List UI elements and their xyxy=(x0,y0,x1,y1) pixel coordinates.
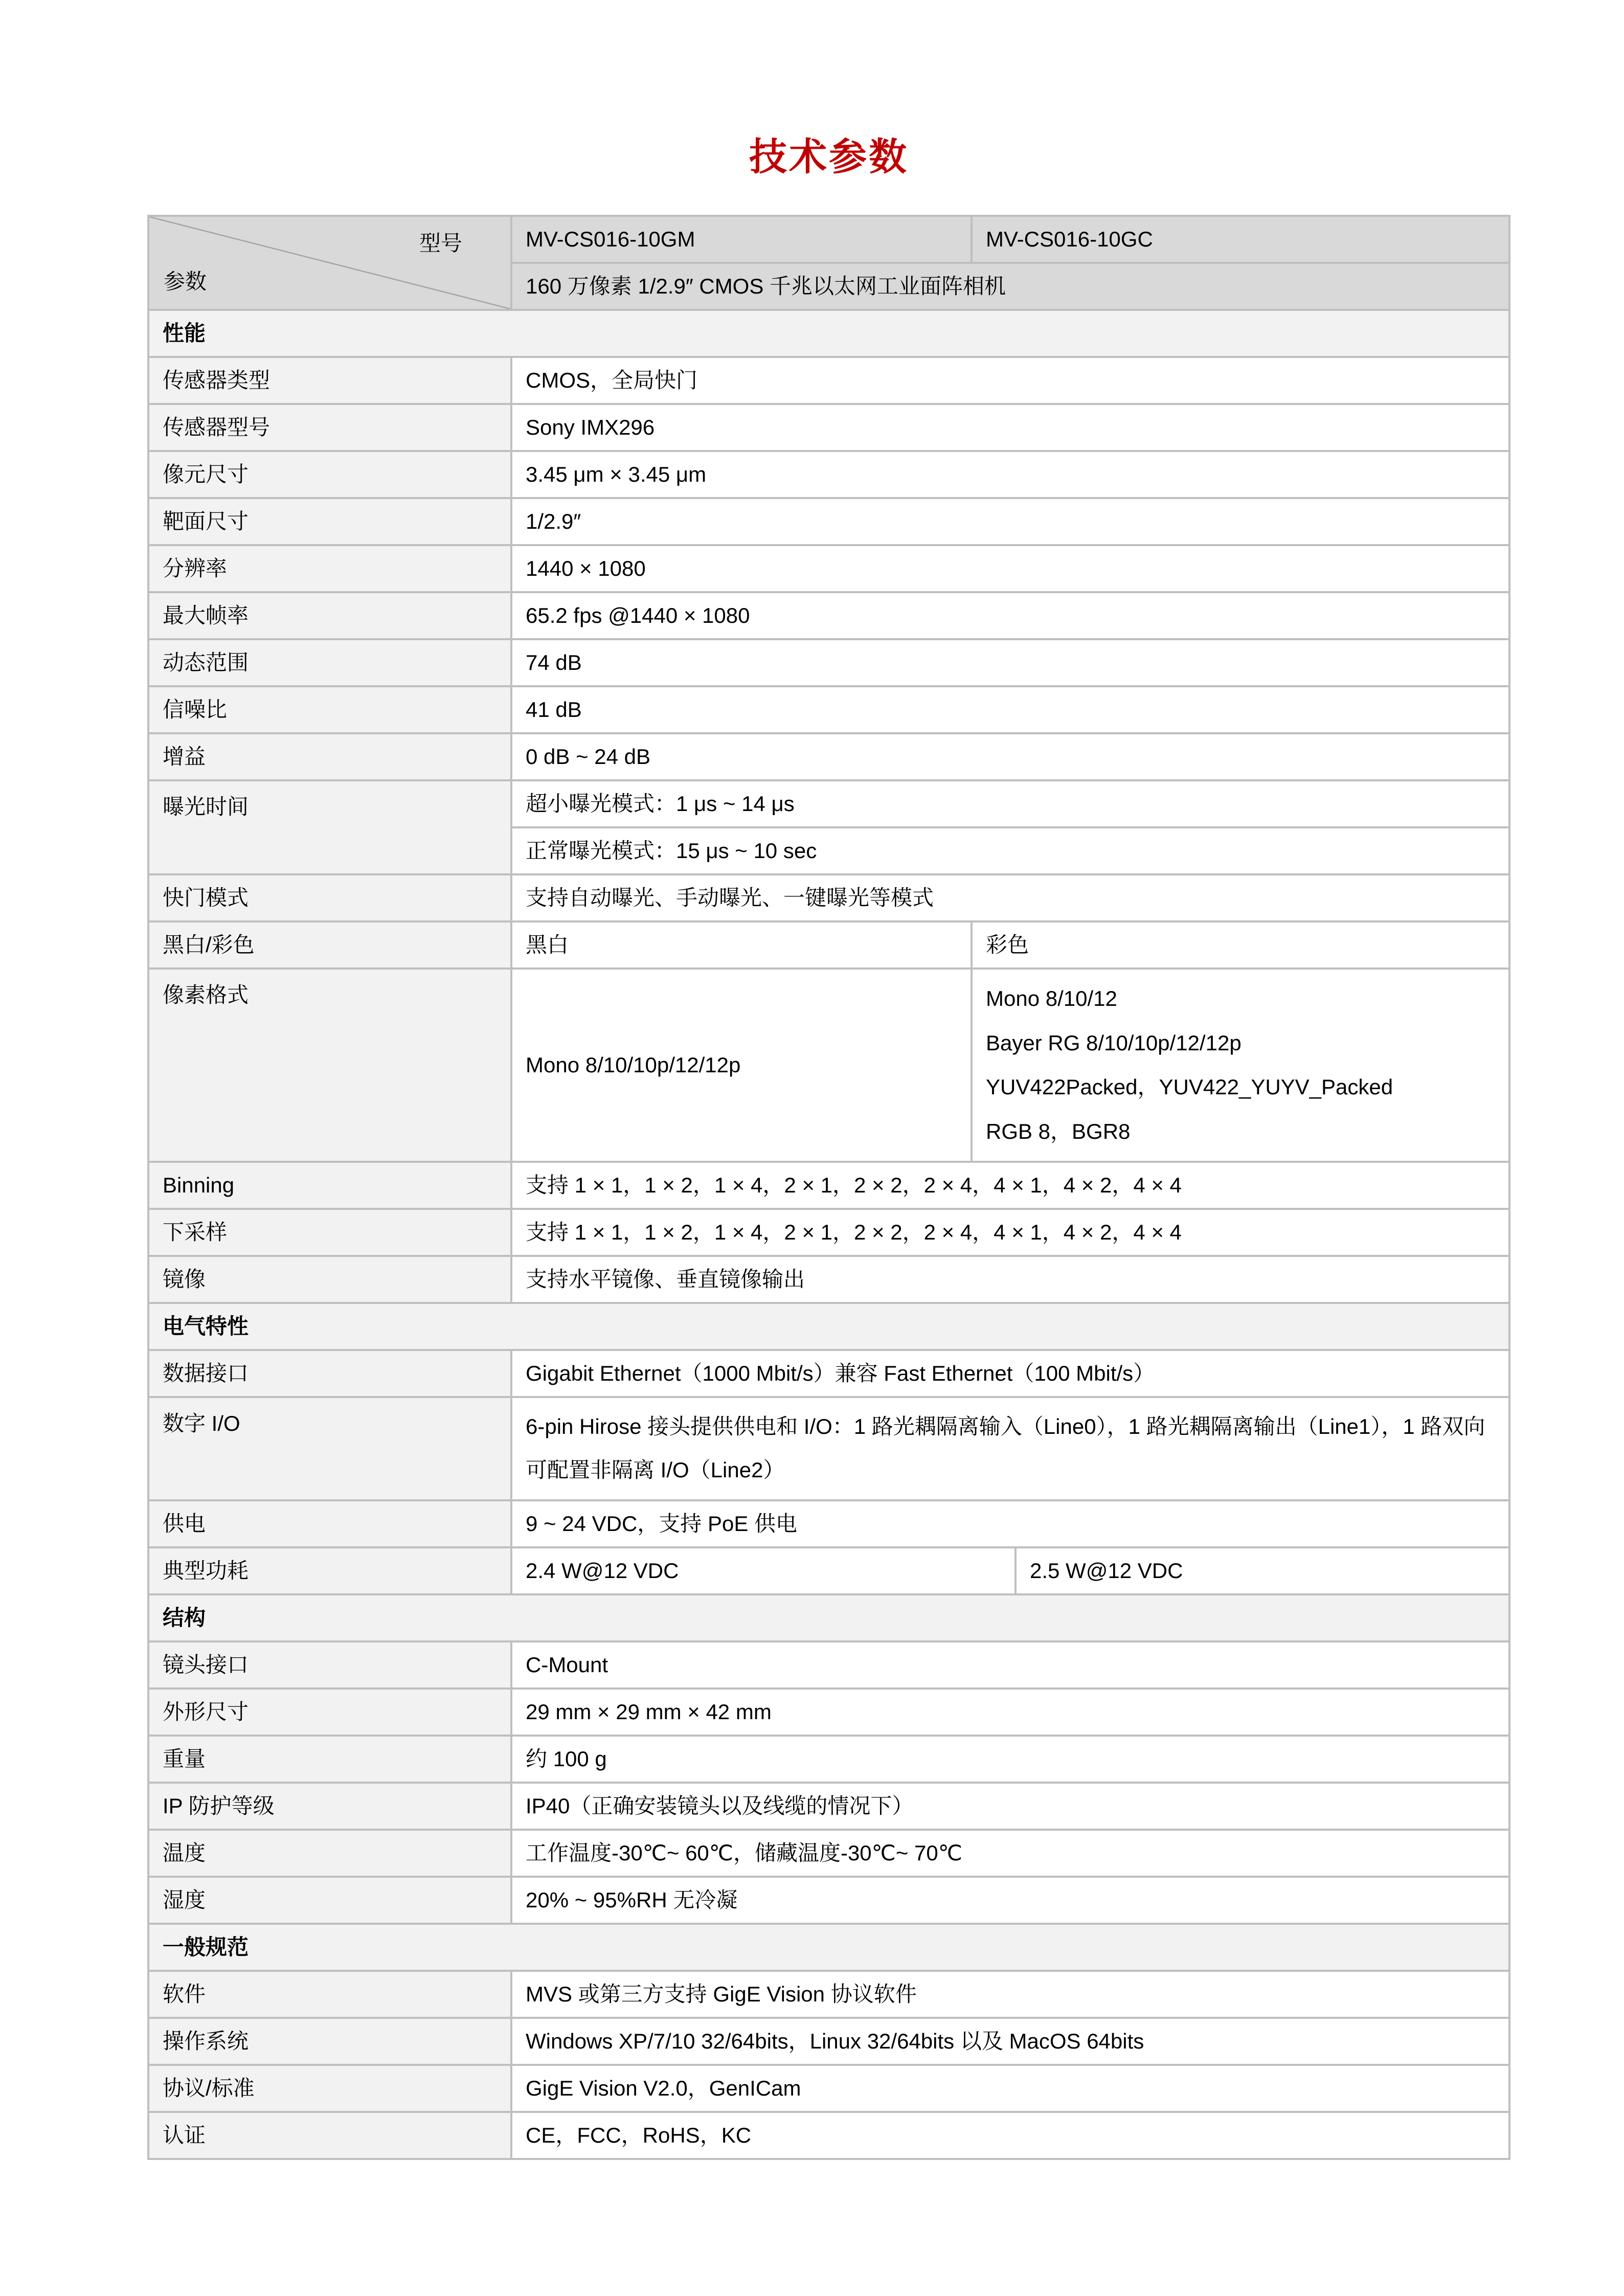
table-row xyxy=(149,546,1508,591)
row-label: 曝光时间 xyxy=(149,781,510,873)
table-row xyxy=(149,499,1508,544)
row-value: 约 100 g xyxy=(512,1737,1508,1782)
pixel-format-line: Bayer RG 8/10/10p/12/12p xyxy=(986,1030,1242,1055)
table-row-pixel-format xyxy=(149,970,1508,1161)
row-value: 6-pin Hirose 接头提供供电和 I/O：1 路光耦隔离输入（Line0），1 路光耦隔离输出（Line1），1 路双向可配置非隔离 I/O（Line2） xyxy=(512,1398,1508,1499)
row-label: 动态范围 xyxy=(149,640,510,685)
table-row xyxy=(149,2019,1508,2064)
table-row xyxy=(149,1642,1508,1687)
table-row-power-consumption xyxy=(149,1548,1508,1593)
row-value: CMOS，全局快门 xyxy=(512,358,1508,403)
row-label: 认证 xyxy=(149,2113,510,2158)
row-label: 数字 I/O xyxy=(149,1398,510,1499)
row-value: 支持 1 × 1，1 × 2，1 × 4，2 × 1，2 × 2，2 × 4，4 × 1，4 × 2，4 × 4 xyxy=(512,1163,1508,1208)
table-row-monocolor xyxy=(149,922,1508,967)
row-label: 重量 xyxy=(149,1737,510,1782)
row-value: 支持 1 × 1，1 × 2，1 × 4，2 × 1，2 × 2，2 × 4，4 × 1，4 × 2，4 × 4 xyxy=(512,1210,1508,1255)
row-label: 最大帧率 xyxy=(149,593,510,638)
row-label: 协议/标准 xyxy=(149,2066,510,2111)
table-row-digital-io xyxy=(149,1398,1508,1499)
table-row xyxy=(149,1737,1508,1782)
table-row xyxy=(149,1831,1508,1876)
row-label: 传感器型号 xyxy=(149,405,510,450)
table-row-exposure xyxy=(149,781,1508,826)
row-label: 镜头接口 xyxy=(149,1642,510,1687)
table-row xyxy=(149,1351,1508,1396)
row-label: 软件 xyxy=(149,1972,510,2017)
row-value: CE，FCC，RoHS，KC xyxy=(512,2113,1508,2158)
model-gm-cell: MV-CS016-10GM xyxy=(512,217,971,262)
row-label: 供电 xyxy=(149,1501,510,1546)
row-value: 20% ~ 95%RH 无冷凝 xyxy=(512,1878,1508,1923)
row-label: 操作系统 xyxy=(149,2019,510,2064)
section-title: 性能 xyxy=(149,311,1508,356)
row-label: 温度 xyxy=(149,1831,510,1876)
row-value-exposure-short: 超小曝光模式：1 μs ~ 14 μs xyxy=(512,781,1508,826)
row-value-exposure-normal: 正常曝光模式：15 μs ~ 10 sec xyxy=(512,828,1508,873)
row-value: 65.2 fps @1440 × 1080 xyxy=(512,593,1508,638)
header-row-models xyxy=(149,217,1508,262)
row-value-color-formats xyxy=(973,970,1508,1161)
row-label: 像素格式 xyxy=(149,970,510,1161)
row-label: 黑白/彩色 xyxy=(149,922,510,967)
row-label: 像元尺寸 xyxy=(149,452,510,497)
table-row xyxy=(149,734,1508,779)
row-value: 支持水平镜像、垂直镜像输出 xyxy=(512,1257,1508,1302)
table-row xyxy=(149,1163,1508,1208)
row-label: 靶面尺寸 xyxy=(149,499,510,544)
row-label: 镜像 xyxy=(149,1257,510,1302)
row-label: 信噪比 xyxy=(149,687,510,732)
table-row xyxy=(149,358,1508,403)
section-title: 结构 xyxy=(149,1595,1508,1640)
corner-cell xyxy=(149,217,510,309)
row-value: Windows XP/7/10 32/64bits，Linux 32/64bits 以及 MacOS 64bits xyxy=(512,2019,1508,2064)
section-header-general xyxy=(149,1925,1508,1970)
row-label: 快门模式 xyxy=(149,875,510,920)
table-row xyxy=(149,2113,1508,2158)
table-row xyxy=(149,640,1508,685)
product-summary: 160 万像素 1/2.9″ CMOS 千兆以太网工业面阵相机 xyxy=(512,264,1508,309)
spec-table xyxy=(147,215,1510,2160)
row-value: 1440 × 1080 xyxy=(512,546,1508,591)
row-value: 29 mm × 29 mm × 42 mm xyxy=(512,1690,1508,1735)
row-value: 0 dB ~ 24 dB xyxy=(512,734,1508,779)
pixel-format-line: Mono 8/10/12 xyxy=(986,986,1117,1010)
section-header-performance xyxy=(149,311,1508,356)
table-row xyxy=(149,1257,1508,1302)
pixel-format-line: YUV422Packed，YUV422_YUYV_Packed xyxy=(986,1075,1393,1099)
row-value: Sony IMX296 xyxy=(512,405,1508,450)
corner-param-label: 参数 xyxy=(164,269,207,294)
table-row xyxy=(149,2066,1508,2111)
row-label: 传感器类型 xyxy=(149,358,510,403)
table-row xyxy=(149,593,1508,638)
row-value-mono: 黑白 xyxy=(512,922,971,967)
table-row xyxy=(149,452,1508,497)
row-value-mono-formats: Mono 8/10/10p/12/12p xyxy=(512,970,971,1161)
row-value: 74 dB xyxy=(512,640,1508,685)
table-row xyxy=(149,1501,1508,1546)
row-label: 典型功耗 xyxy=(149,1548,510,1593)
section-header-electrical xyxy=(149,1304,1508,1349)
table-row xyxy=(149,1690,1508,1735)
table-row xyxy=(149,875,1508,920)
row-value: MVS 或第三方支持 GigE Vision 协议软件 xyxy=(512,1972,1508,2017)
row-label: 增益 xyxy=(149,734,510,779)
row-value: 1/2.9″ xyxy=(512,499,1508,544)
row-value: C-Mount xyxy=(512,1642,1508,1687)
page-title: 技术参数 xyxy=(749,136,909,178)
table-row xyxy=(149,1210,1508,1255)
row-label: Binning xyxy=(149,1163,510,1208)
row-label: 外形尺寸 xyxy=(149,1690,510,1735)
row-label: 下采样 xyxy=(149,1210,510,1255)
row-value: 41 dB xyxy=(512,687,1508,732)
section-title: 电气特性 xyxy=(149,1304,1508,1349)
row-value: IP40（正确安装镜头以及线缆的情况下） xyxy=(512,1784,1508,1829)
row-value-gc: 2.5 W@12 VDC xyxy=(1017,1548,1508,1593)
row-value-color: 彩色 xyxy=(973,922,1508,967)
row-value-gm: 2.4 W@12 VDC xyxy=(512,1548,1014,1593)
row-value: 支持自动曝光、手动曝光、一键曝光等模式 xyxy=(512,875,1508,920)
pixel-format-line: RGB 8，BGR8 xyxy=(986,1119,1131,1143)
row-value: Gigabit Ethernet（1000 Mbit/s）兼容 Fast Ethernet（100 Mbit/s） xyxy=(512,1351,1508,1396)
row-value: GigE Vision V2.0，GenICam xyxy=(512,2066,1508,2111)
section-header-structure xyxy=(149,1595,1508,1640)
row-label: 数据接口 xyxy=(149,1351,510,1396)
row-label: 分辨率 xyxy=(149,546,510,591)
corner-model-label: 型号 xyxy=(419,231,462,255)
table-row xyxy=(149,687,1508,732)
table-row xyxy=(149,1972,1508,2017)
row-value: 9 ~ 24 VDC，支持 PoE 供电 xyxy=(512,1501,1508,1546)
row-label: IP 防护等级 xyxy=(149,1784,510,1829)
row-value: 工作温度-30℃~ 60℃，储藏温度-30℃~ 70℃ xyxy=(512,1831,1508,1876)
model-gc-cell: MV-CS016-10GC xyxy=(973,217,1508,262)
table-row xyxy=(149,405,1508,450)
row-label: 湿度 xyxy=(149,1878,510,1923)
table-row xyxy=(149,1784,1508,1829)
table-row xyxy=(149,1878,1508,1923)
section-title: 一般规范 xyxy=(149,1925,1508,1970)
row-value: 3.45 μm × 3.45 μm xyxy=(512,452,1508,497)
